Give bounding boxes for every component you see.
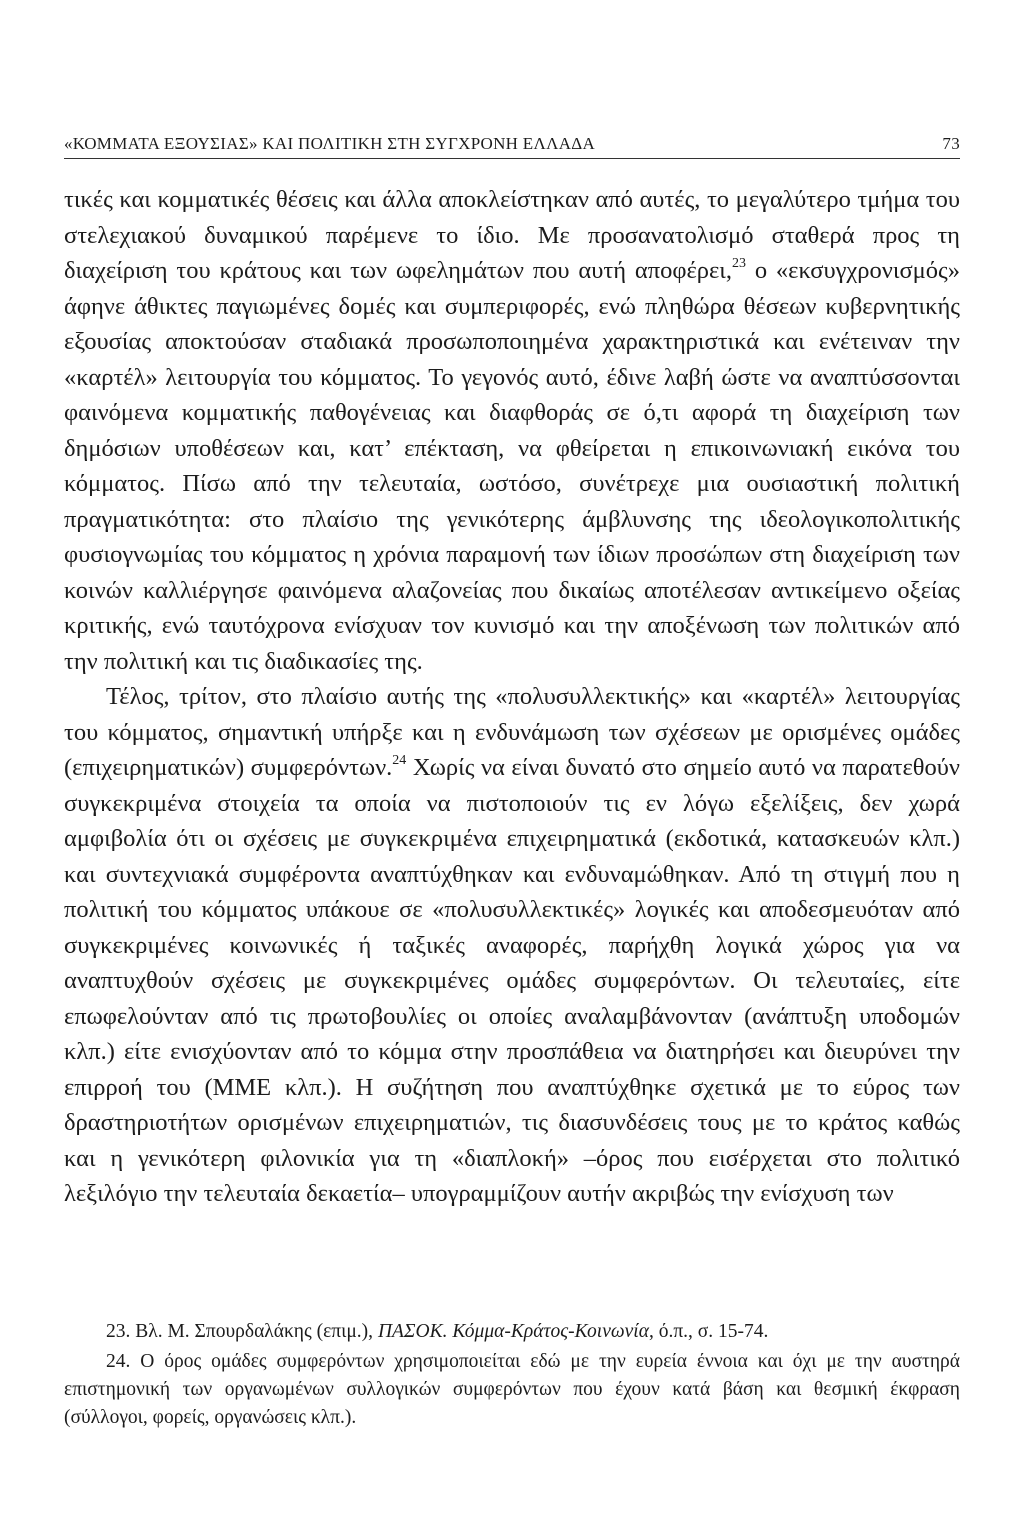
footnote-ref-23: 23 (731, 255, 746, 271)
footnote-23 (64, 1318, 960, 1346)
paragraph-1-text-a: τικές και κομματικές θέσεις και άλλα αποκλείστηκαν από αυτές, το μεγαλύτερο τμήμα του στελεχιακού δυναμικού παρέμενε το ίδιο. Με προσανατολισμό σταθερά προς τη διαχείριση του κράτους και των ωφελημάτων που αυτή αποφέρει, (64, 186, 960, 284)
paragraph-2 (64, 679, 960, 1212)
paragraph-1-text-b: ο «εκσυγχρονισμός» άφηνε άθικτες παγιωμένες δομές και συμπεριφορές, ενώ πληθώρα θέσεων κυβερνητικής εξουσίας αποκτούσαν σταδιακά προσωποποιημένα χαρακτηριστικά και ενέτειναν την «καρτέλ» λειτουργία του κόμματος. Το γεγονός αυτό, έδινε λαβή ώστε να αναπτύσσονται φαινόμενα κομματικής παθογένειας και διαφθοράς σε ό,τι αφορά τη διαχείριση των δημόσιων υποθέσεων και, κατ’ επέκταση, να φθείρεται η επικοινωνιακή εικόνα του κόμματος. Πίσω από την τελευταία, ωστόσο, συνέτρεχε μια ουσιαστική πολιτική πραγματικότητα: στο πλαίσιο της γενικότερης άμβλυνσης της ιδεολογικοπολιτικής φυσιογνωμίας του κόμματος η χρόνια παραμονή των ίδιων προσώπων στη διαχείριση των κοινών καλλιέργησε φαινόμενα αλαζονείας που δικαίως αποτέλεσαν αντικείμενο οξείας κριτικής, ενώ ταυτόχρονα ενίσχυαν τον κυνισμό και την αποξένωση των πολιτικών από την πολιτική και τις διαδικασίες της. (64, 257, 960, 675)
body-text (64, 182, 960, 1212)
footnote-ref-24: 24 (392, 752, 407, 768)
page-number: 73 (942, 134, 960, 153)
paragraph-2-text-a: Τέλος, τρίτον, στο πλαίσιο αυτής της «πολυσυλλεκτικής» και «καρτέλ» λειτουργίας του κόμματος, σημαντική υπήρξε και η ενδυνάμωση των σχέσεων με ορισμένες ομάδες (επιχειρηματικών) συμφερόντων. (64, 683, 960, 781)
footnote-23-title: ΠΑΣΟΚ. Κόμμα-Κράτος-Κοινωνία (377, 1321, 649, 1342)
footnote-23-suffix: , ό.π., σ. 15-74. (648, 1321, 769, 1342)
book-page (64, 0, 960, 1534)
footnotes (64, 1318, 960, 1432)
footnote-23-prefix: 23. Βλ. Μ. Σπουρδαλάκης (επιμ.), (106, 1321, 378, 1342)
header-title: «ΚΟΜΜΑΤΑ ΕΞΟΥΣΙΑΣ» ΚΑΙ ΠΟΛΙΤΙΚΗ ΣΤΗ ΣΥΓΧΡΟΝΗ ΕΛΛΑΔΑ (64, 134, 596, 153)
running-header (64, 130, 960, 159)
paragraph-1 (64, 182, 960, 679)
footnote-24: 24. Ο όρος ομάδες συμφερόντων χρησιμοποιείται εδώ με την ευρεία έννοια και όχι με την αυστηρά επιστημονική των οργανωμένων συλλογικών συμφερόντων που έχουν κατά βάση και θεσμική έκφραση (σύλλογοι, φορείς, οργανώσεις κλπ.). (64, 1351, 960, 1428)
paragraph-2-text-b: Χωρίς να είναι δυνατό στο σημείο αυτό να παρατεθούν συγκεκριμένα στοιχεία τα οποία να πιστοποιούν τις εν λόγω εξελίξεις, δεν χωρά αμφιβολία ότι οι σχέσεις με συγκεκριμένα επιχειρηματικά (εκδοτικά, κατασκευών κλπ.) και συντεχνιακά συμφέροντα αναπτύχθηκαν και ενδυναμώθηκαν. Από τη στιγμή που η πολιτική του κόμματος υπάκουε σε «πολυσυλλεκτικές» λογικές και αποδεσμευόταν από συγκεκριμένες κοινωνικές ή ταξικές αναφορές, παρήχθη λογικά χώρος για να αναπτυχθούν σχέσεις με συγκεκριμένες ομάδες συμφερόντων. Οι τελευταίες, είτε επωφελούνταν από τις πρωτοβουλίες οι οποίες αναλαμβάνονταν (ανάπτυξη υποδομών κλπ.) είτε ενισχύονταν από το κόμμα στην προσπάθεια να διατηρήσει και διευρύνει την επιρροή του (ΜΜΕ κλπ.). Η συζήτηση που αναπτύχθηκε σχετικά με το εύρος των δραστηριοτήτων ορισμένων επιχειρηματιών, τις διασυνδέσεις τους με το κράτος καθώς και η γενικότερη φιλονικία για τη «διαπλοκή» –όρος που εισέρχεται στο πολιτικό λεξιλόγιο την τελευταία δεκαετία– υπογραμμίζουν αυτήν ακριβώς την ενίσχυση των (64, 754, 960, 1207)
